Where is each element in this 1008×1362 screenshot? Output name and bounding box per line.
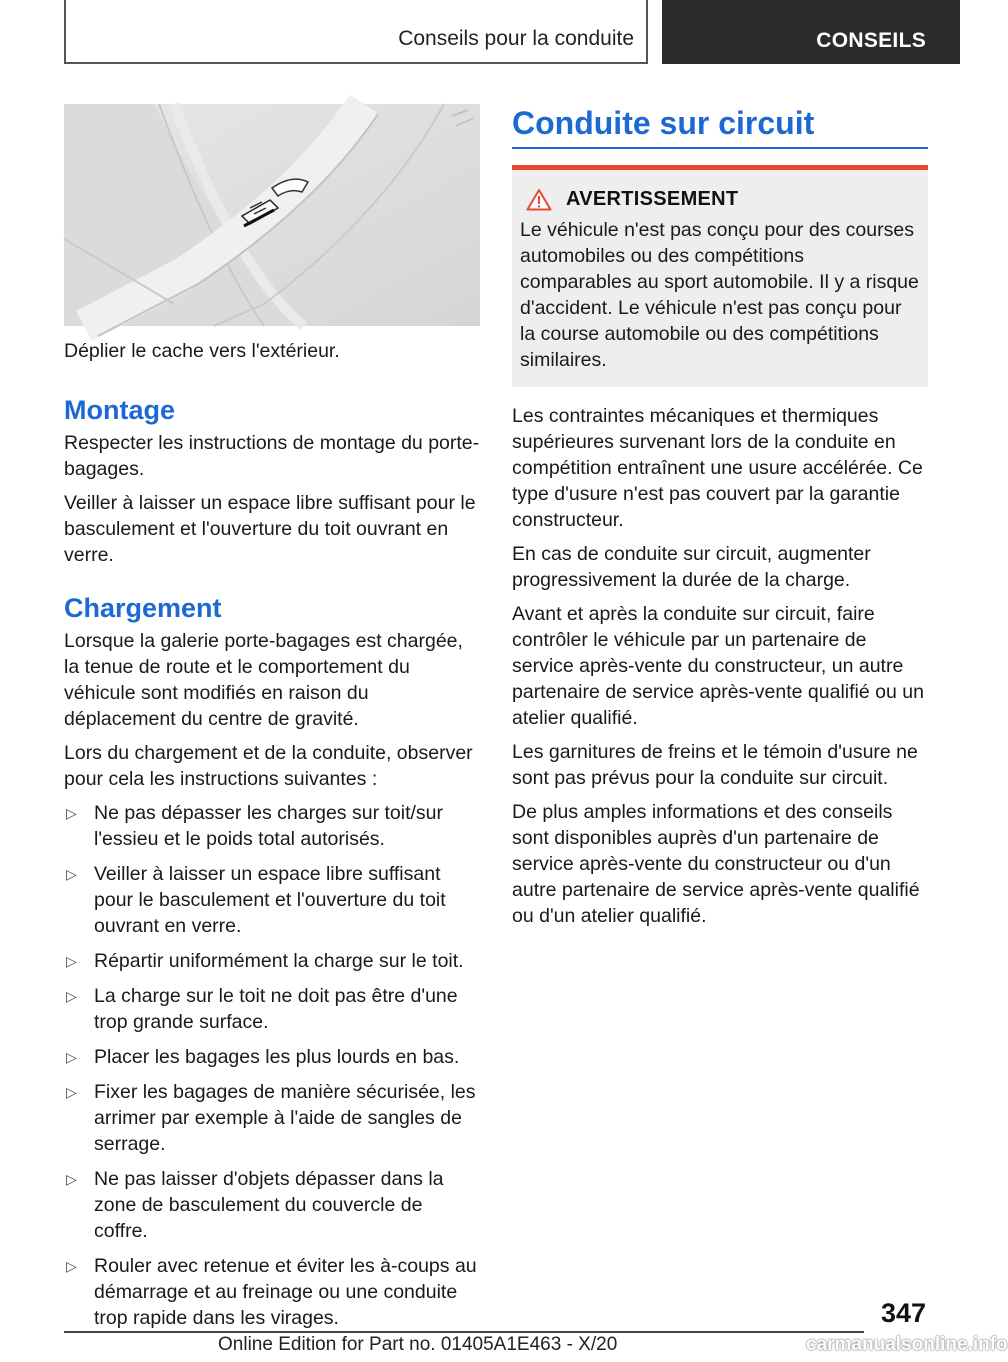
header-section-title: Conseils pour la conduite xyxy=(398,27,634,50)
circuit-paragraph: Les garnitures de freins et le témoin d'usure ne sont pas prévus pour la conduite sur circuit. xyxy=(512,741,918,789)
header-chapter-box xyxy=(662,0,960,64)
chargement-paragraph: Lorsque la galerie porte-bagages est chargée, la tenue de route et le comportement du véhicule sont modifiés en raison du déplacement du centre de gravité. xyxy=(64,630,463,730)
list-item: ▷ Veiller à laisser un espace libre suffisant pour le basculement et l'ouverture du toit ouvrant en verre. xyxy=(66,863,446,937)
circuit-heading: Conduite sur circuit xyxy=(512,104,928,149)
triangle-right-icon: ▷ xyxy=(66,1171,77,1187)
header-section-title-box xyxy=(64,0,648,64)
triangle-right-icon: ▷ xyxy=(66,1084,77,1100)
list-item: ▷ La charge sur le toit ne doit pas être d'une trop grande surface. xyxy=(66,985,458,1033)
montage-heading: Montage xyxy=(64,395,175,425)
left-column xyxy=(64,104,480,1340)
figure-caption: Déplier le cache vers l'extérieur. xyxy=(64,340,340,362)
list-item: ▷ Fixer les bagages de manière sécurisée, les arrimer par exemple à l'aide de sangles de serrage. xyxy=(66,1081,476,1155)
triangle-right-icon: ▷ xyxy=(66,988,77,1004)
roof-cover-illustration xyxy=(64,104,480,326)
circuit-paragraph: Les contraintes mécaniques et thermiques supérieures survenant lors de la conduite en compétition entraînent une usure accélérée. Ce type d'usure n'est pas couvert par la garantie constructeur. xyxy=(512,405,923,531)
list-item: ▷ Ne pas laisser d'objets dépasser dans la zone de basculement du couvercle de coffre. xyxy=(66,1168,444,1242)
warning-title: AVERTISSEMENT xyxy=(566,188,739,210)
page-number: 347 xyxy=(880,1298,926,1328)
watermark: carmanualsonline.info xyxy=(806,1334,1008,1355)
warning-text: Le véhicule n'est pas conçu pour des courses automobiles ou des compétitions comparables au sport automobile. Il y a risque d'accident. Le véhicule n'est pas conçu pour la course automobile ou des compétitions similaires. xyxy=(520,219,919,371)
right-column xyxy=(512,104,928,937)
list-item: ▷ Rouler avec retenue et éviter les à-coups au démarrage et au freinage ou une conduite trop rapide dans les virages. xyxy=(66,1255,477,1329)
montage-paragraph: Veiller à laisser un espace libre suffisant pour le basculement et l'ouverture du toit ouvrant en verre. xyxy=(64,492,476,566)
list-item: ▷ Placer les bagages les plus lourds en bas. xyxy=(66,1046,460,1068)
chargement-paragraph: Lors du chargement et de la conduite, observer pour cela les instructions suivantes : xyxy=(64,742,473,790)
edition-note: Online Edition for Part no. 01405A1E463 - X/20 xyxy=(218,1334,618,1355)
warning-box xyxy=(512,165,928,387)
list-item: ▷ Ne pas dépasser les charges sur toit/sur l'essieu et le poids total autorisés. xyxy=(66,802,444,850)
triangle-right-icon: ▷ xyxy=(66,866,77,882)
circuit-paragraph: Avant et après la conduite sur circuit, faire contrôler le véhicule par un partenaire de service après-vente du constructeur, un autre partenaire de service après-vente qualifié ou un atelier qualifié. xyxy=(512,603,924,729)
circuit-paragraph: En cas de conduite sur circuit, augmenter progressivement la durée de la charge. xyxy=(512,543,871,591)
triangle-right-icon: ▷ xyxy=(66,1258,77,1274)
list-item: ▷ Répartir uniformément la charge sur le toit. xyxy=(66,950,464,972)
footer-divider xyxy=(64,1331,864,1333)
montage-paragraph: Respecter les instructions de montage du porte-bagages. xyxy=(64,432,480,480)
loading-instructions-list xyxy=(64,800,480,1331)
warning-triangle-icon xyxy=(526,188,552,211)
triangle-right-icon: ▷ xyxy=(66,805,77,821)
chargement-heading: Chargement xyxy=(64,593,222,623)
circuit-paragraph: De plus amples informations et des conseils sont disponibles auprès d'un partenaire de service après-vente du constructeur ou d'un autre partenaire de service après-vente qualifié ou d'un atelier qualifié. xyxy=(512,801,920,927)
triangle-right-icon: ▷ xyxy=(66,953,77,969)
triangle-right-icon: ▷ xyxy=(66,1049,77,1065)
warning-header xyxy=(520,188,920,211)
header-chapter: CONSEILS xyxy=(816,29,926,52)
